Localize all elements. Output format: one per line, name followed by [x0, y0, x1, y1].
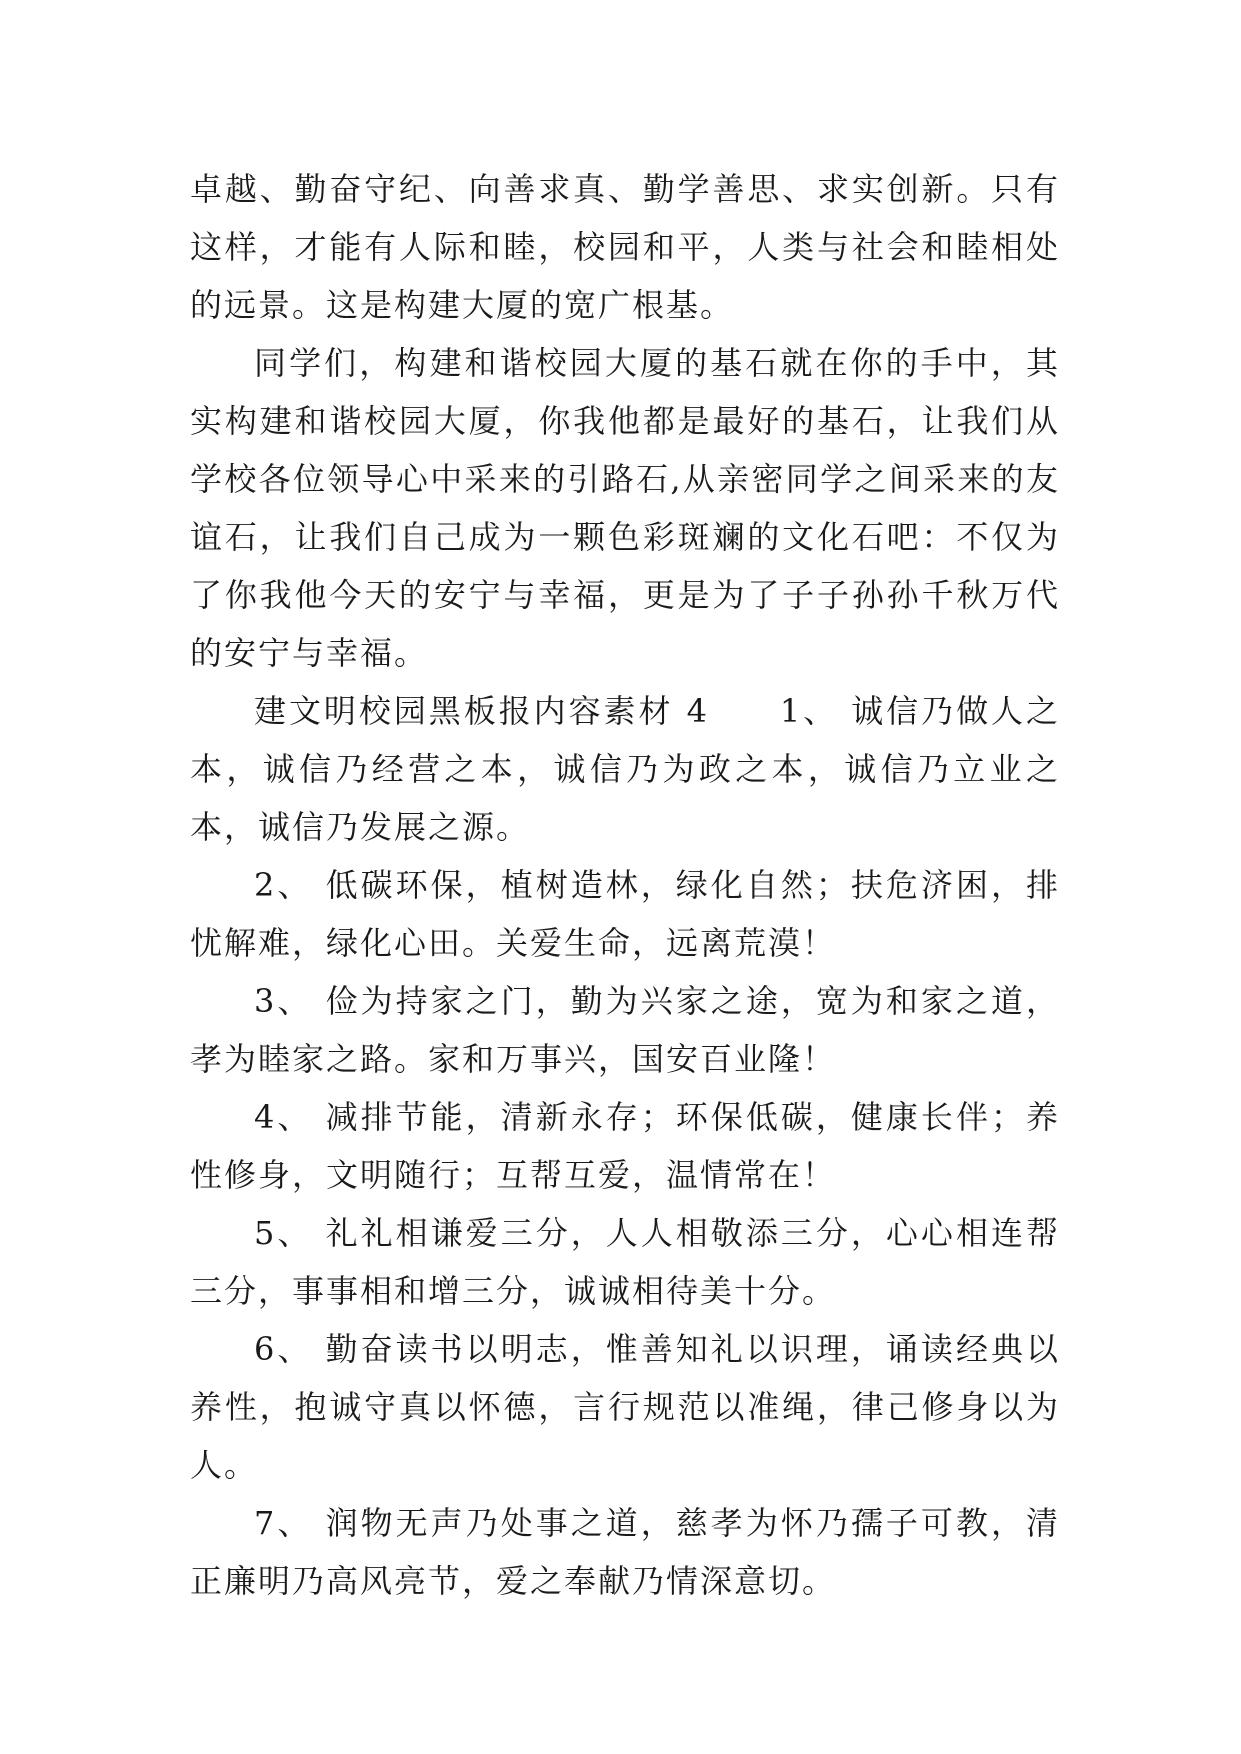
paragraph-7: 5、 礼礼相谦爱三分，人人相敬添三分，心心相连帮三分，事事相和增三分，诚诚相待美十分。	[190, 1214, 1060, 1310]
paragraph-6: 4、 减排节能，清新永存；环保低碳，健康长伴；养性修身，文明随行；互帮互爱，温情常在！	[190, 1098, 1060, 1194]
paragraph-9: 7、 润物无声乃处事之道，慈孝为怀乃孺子可教，清正廉明乃高风亮节，爱之奉献乃情深意切。	[190, 1504, 1060, 1600]
paragraph-1: 卓越、勤奋守纪、向善求真、勤学善思、求实创新。只有这样，才能有人际和睦，校园和平，人类与社会和睦相处的远景。这是构建大厦的宽广根基。	[190, 170, 1060, 324]
paragraph-8: 6、 勤奋读书以明志，惟善知礼以识理，诵读经典以养性，抱诚守真以怀德，言行规范以准绳，律己修身以为人。	[190, 1330, 1060, 1484]
paragraph-5: 3、 俭为持家之门，勤为兴家之途，宽为和家之道，孝为睦家之路。家和万事兴，国安百业隆！	[190, 982, 1060, 1078]
document-body	[190, 160, 1060, 1610]
paragraph-4: 2、 低碳环保，植树造林，绿化自然；扶危济困，排忧解难，绿化心田。关爱生命，远离荒漠！	[190, 866, 1060, 962]
paragraph-2: 同学们，构建和谐校园大厦的基石就在你的手中，其实构建和谐校园大厦，你我他都是最好的基石，让我们从学校各位领导心中采来的引路石,从亲密同学之间采来的友谊石，让我们自己成为一颗色彩斑斓的文化石吧：不仅为了你我他今天的安宁与幸福，更是为了子子孙孙千秋万代的安宁与幸福。	[190, 344, 1060, 672]
paragraph-3: 建文明校园黑板报内容素材 4 1、 诚信乃做人之本，诚信乃经营之本，诚信乃为政之本，诚信乃立业之本，诚信乃发展之源。	[190, 692, 1060, 846]
